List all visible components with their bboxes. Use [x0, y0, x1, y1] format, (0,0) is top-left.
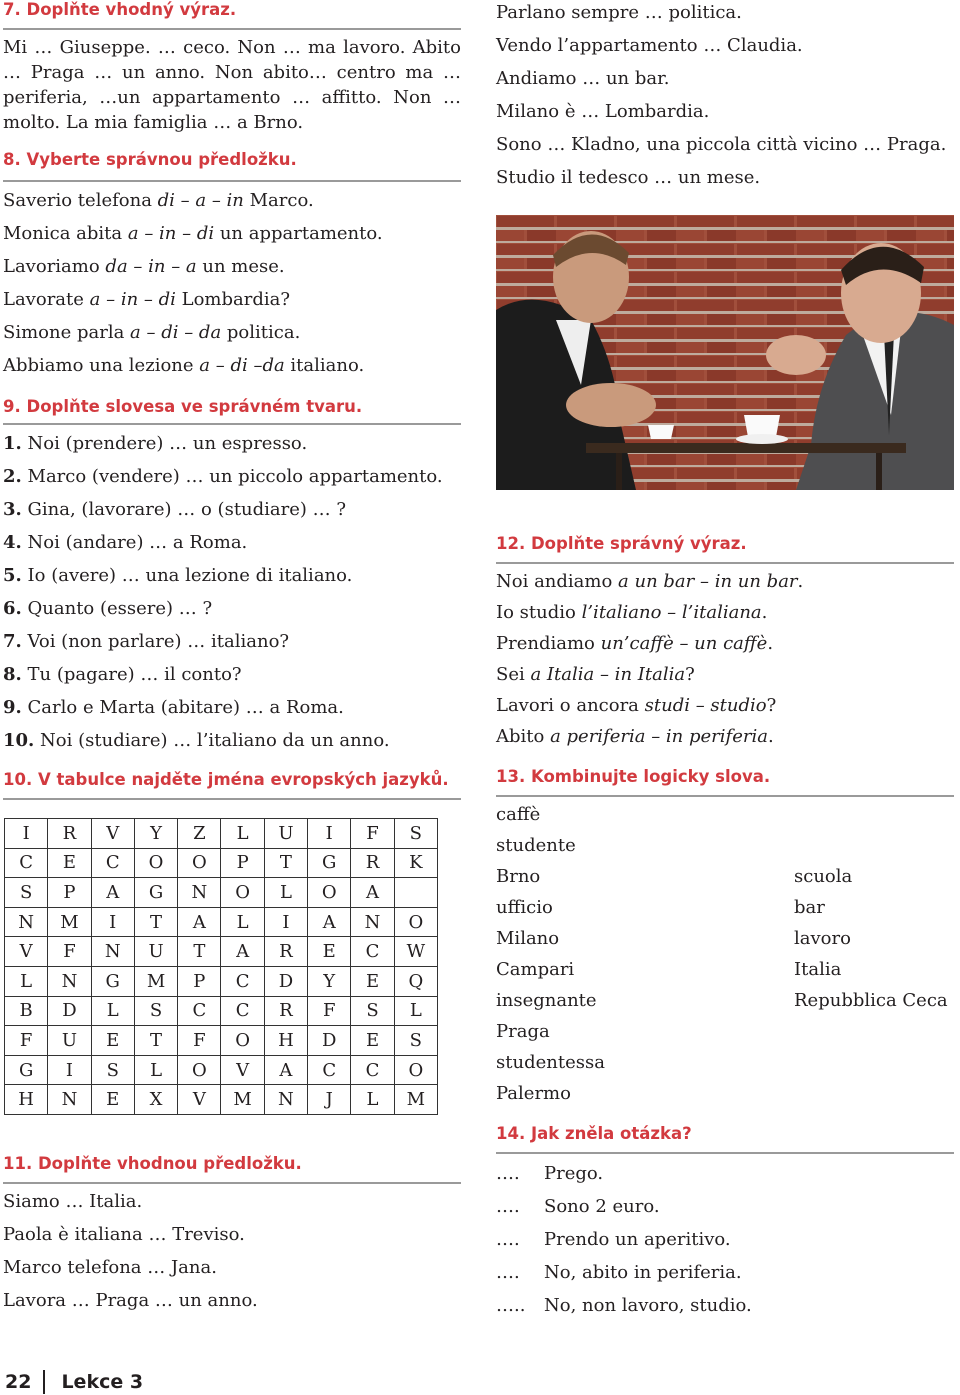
grid-cell: R [351, 848, 394, 878]
list-item: Lavori o ancora studi – studio? [496, 695, 777, 716]
grid-cell: O [178, 848, 221, 878]
list-item: Simone parla a – di – da politica. [3, 322, 301, 343]
exercise-8-heading: 8. Vyberte správnou předložku. [3, 150, 461, 182]
list-item: insegnante [496, 990, 597, 1011]
grid-cell: W [394, 937, 437, 967]
grid-cell: C [221, 996, 264, 1026]
exercise-8-list [3, 184, 461, 382]
grid-cell: C [308, 1055, 351, 1085]
list-item: bar [794, 897, 825, 918]
grid-cell: I [48, 1055, 91, 1085]
grid-cell: I [91, 907, 134, 937]
exercise-14-list [496, 1157, 956, 1322]
grid-cell: P [178, 966, 221, 996]
grid-row [5, 907, 438, 937]
grid-cell: E [91, 1085, 134, 1115]
list-item: Repubblica Ceca [794, 990, 948, 1011]
list-item: Studio il tedesco … un mese. [496, 167, 761, 188]
list-item: 8. Tu (pagare) … il conto? [3, 664, 242, 685]
grid-cell: M [48, 907, 91, 937]
grid-cell: T [264, 848, 307, 878]
grid-cell: M [221, 1085, 264, 1115]
grid-cell: L [351, 1085, 394, 1115]
list-item: Marco telefona … Jana. [3, 1257, 217, 1278]
list-item: 10. Noi (studiare) … l’italiano da un anno. [3, 730, 390, 751]
grid-cell: D [308, 1026, 351, 1056]
exercise-12-list [496, 566, 956, 752]
grid-cell: O [178, 1055, 221, 1085]
grid-cell: A [264, 1055, 307, 1085]
list-item: 4. Noi (andare) … a Roma. [3, 532, 248, 553]
grid-cell: E [351, 1026, 394, 1056]
list-item: Io studio l’italiano – l’italiana. [496, 602, 768, 623]
grid-cell: N [264, 1085, 307, 1115]
grid-cell: S [394, 1026, 437, 1056]
list-item: Sei a Italia – in Italia? [496, 664, 695, 685]
list-item: Sono … Kladno, una piccola città vicino … Praga. [496, 134, 947, 155]
list-item: Prendiamo un’caffè – un caffè. [496, 633, 774, 654]
list-item: Andiamo … un bar. [496, 68, 670, 89]
list-item: ufficio [496, 897, 553, 918]
grid-cell: F [178, 1026, 221, 1056]
grid-cell: L [221, 819, 264, 849]
grid-cell: T [178, 937, 221, 967]
list-item: Abbiamo una lezione a – di –da italiano. [3, 355, 365, 376]
grid-cell: O [394, 907, 437, 937]
grid-cell: U [264, 819, 307, 849]
grid-cell: C [351, 937, 394, 967]
list-item: …. No, abito in periferia. [496, 1262, 742, 1283]
grid-cell: D [264, 966, 307, 996]
grid-cell: R [48, 819, 91, 849]
grid-cell: G [91, 966, 134, 996]
exercise-13-heading: 13. Kombinujte logicky slova. [496, 767, 954, 797]
grid-cell: A [91, 878, 134, 908]
grid-cell: N [48, 966, 91, 996]
grid-cell: G [134, 878, 177, 908]
list-item: Saverio telefona di – a – in Marco. [3, 190, 314, 211]
grid-cell: M [394, 1085, 437, 1115]
grid-cell: F [351, 819, 394, 849]
grid-cell: T [134, 907, 177, 937]
grid-cell: I [5, 819, 48, 849]
list-item: Parlano sempre … politica. [496, 2, 742, 23]
list-item: …. Prendo un aperitivo. [496, 1229, 731, 1250]
grid-cell: U [48, 1026, 91, 1056]
grid-cell: S [5, 878, 48, 908]
grid-cell: O [394, 1055, 437, 1085]
list-item: Campari [496, 959, 575, 980]
grid-cell: O [134, 848, 177, 878]
grid-cell: E [308, 937, 351, 967]
grid-cell: F [308, 996, 351, 1026]
exercise-12-heading: 12. Doplňte správný výraz. [496, 534, 954, 564]
grid-row [5, 937, 438, 967]
grid-cell: P [221, 848, 264, 878]
grid-cell: O [221, 1026, 264, 1056]
list-item: ….. No, non lavoro, studio. [496, 1295, 752, 1316]
grid-cell: X [134, 1085, 177, 1115]
grid-cell: S [394, 819, 437, 849]
exercise-13-left-list [496, 799, 776, 1109]
grid-cell: A [351, 878, 394, 908]
grid-cell: L [91, 996, 134, 1026]
grid-cell: Q [394, 966, 437, 996]
list-item: Lavora … Praga … un anno. [3, 1290, 258, 1311]
list-item: Italia [794, 959, 842, 980]
list-item: …. Prego. [496, 1163, 604, 1184]
grid-cell: V [5, 937, 48, 967]
grid-cell: L [264, 878, 307, 908]
list-item: 9. Carlo e Marta (abitare) … a Roma. [3, 697, 344, 718]
exercise-13-right-list [794, 861, 956, 1016]
list-item: Noi andiamo a un bar – in un bar. [496, 571, 804, 592]
grid-cell: Z [178, 819, 221, 849]
list-item: Siamo … Italia. [3, 1191, 143, 1212]
grid-cell: G [5, 1055, 48, 1085]
list-item: Lavorate a – in – di Lombardia? [3, 289, 290, 310]
grid-cell: P [48, 878, 91, 908]
lesson-label: Lekce 3 [61, 1371, 144, 1393]
grid-cell: A [178, 907, 221, 937]
grid-cell: T [134, 1026, 177, 1056]
grid-cell: K [394, 848, 437, 878]
grid-cell: H [264, 1026, 307, 1056]
grid-cell: L [394, 996, 437, 1026]
grid-cell: N [48, 1085, 91, 1115]
grid-cell: R [264, 996, 307, 1026]
list-item: Milano [496, 928, 560, 949]
grid-cell: C [178, 996, 221, 1026]
grid-row [5, 996, 438, 1026]
grid-cell: L [5, 966, 48, 996]
list-item: Brno [496, 866, 541, 887]
list-item: Paola è italiana … Treviso. [3, 1224, 245, 1245]
grid-cell: S [351, 996, 394, 1026]
page-number: 22 [5, 1371, 32, 1393]
list-item: lavoro [794, 928, 851, 949]
exercise-14-heading: 14. Jak zněla otázka? [496, 1124, 954, 1154]
grid-cell: I [308, 819, 351, 849]
list-item: Lavoriamo da – in – a un mese. [3, 256, 285, 277]
grid-cell: C [5, 848, 48, 878]
grid-cell: V [221, 1055, 264, 1085]
grid-cell: U [134, 937, 177, 967]
grid-cell: F [48, 937, 91, 967]
exercise-10-heading: 10. V tabulce najděte jména evropských jazyků. [3, 770, 461, 800]
list-item: Palermo [496, 1083, 571, 1104]
grid-cell: N [178, 878, 221, 908]
grid-cell: C [351, 1055, 394, 1085]
grid-cell: G [308, 848, 351, 878]
grid-cell: B [5, 996, 48, 1026]
footer-divider [43, 1370, 45, 1394]
grid-cell: N [351, 907, 394, 937]
list-item: Milano è … Lombardia. [496, 101, 710, 122]
list-item: 6. Quanto (essere) … ? [3, 598, 213, 619]
page-footer [5, 1370, 143, 1394]
grid-cell: A [308, 907, 351, 937]
exercise-7-heading: 7. Doplňte vhodný výraz. [3, 0, 461, 30]
exercise-11-list [3, 1185, 461, 1317]
list-item: 2. Marco (vendere) … un piccolo appartamento. [3, 466, 443, 487]
grid-cell: D [48, 996, 91, 1026]
grid-cell: A [221, 937, 264, 967]
grid-row [5, 819, 438, 849]
grid-cell: N [5, 907, 48, 937]
cafe-conversation-photo [496, 215, 954, 490]
list-item: studentessa [496, 1052, 605, 1073]
grid-cell: H [5, 1085, 48, 1115]
grid-cell: L [134, 1055, 177, 1085]
grid-cell: E [351, 966, 394, 996]
exercise-9-list [3, 427, 461, 757]
grid-cell: S [134, 996, 177, 1026]
grid-cell: Y [308, 966, 351, 996]
list-item: caffè [496, 804, 541, 825]
exercise-9-heading: 9. Doplňte slovesa ve správném tvaru. [3, 397, 461, 425]
grid-cell: C [91, 848, 134, 878]
list-item: 5. Io (avere) … una lezione di italiano. [3, 565, 353, 586]
list-item: Praga [496, 1021, 550, 1042]
grid-cell: Y [134, 819, 177, 849]
grid-row [5, 966, 438, 996]
grid-cell: E [91, 1026, 134, 1056]
grid-row [5, 878, 438, 908]
grid-cell: V [178, 1085, 221, 1115]
exercise-11-continued [496, 0, 956, 194]
grid-cell: S [91, 1055, 134, 1085]
word-search-grid [4, 818, 438, 1115]
list-item: …. Sono 2 euro. [496, 1196, 660, 1217]
grid-cell: J [308, 1085, 351, 1115]
grid-cell: L [221, 907, 264, 937]
grid-row [5, 848, 438, 878]
grid-cell: F [5, 1026, 48, 1056]
list-item: 3. Gina, (lavorare) … o (studiare) … ? [3, 499, 347, 520]
exercise-11-heading: 11. Doplňte vhodnou předložku. [3, 1154, 461, 1184]
grid-cell: R [264, 937, 307, 967]
list-item: scuola [794, 866, 853, 887]
grid-cell: O [308, 878, 351, 908]
grid-row [5, 1085, 438, 1115]
list-item: studente [496, 835, 576, 856]
grid-cell: N [91, 937, 134, 967]
grid-cell: V [91, 819, 134, 849]
grid-row [5, 1055, 438, 1085]
list-item: Vendo l’appartamento … Claudia. [496, 35, 803, 56]
list-item: Abito a periferia – in periferia. [496, 726, 774, 747]
list-item: Monica abita a – in – di un appartamento. [3, 223, 383, 244]
grid-cell: I [264, 907, 307, 937]
list-item: 7. Voi (non parlare) … italiano? [3, 631, 290, 652]
grid-cell: E [48, 848, 91, 878]
grid-cell: C [221, 966, 264, 996]
grid-row [5, 1026, 438, 1056]
list-item: 1. Noi (prendere) … un espresso. [3, 433, 308, 454]
exercise-7-text: Mi … Giuseppe. … ceco. Non … ma lavoro. Abito … Praga … un anno. Non abito… centro ma … periferia, …un appartamento … affitto. Non … molto. La mia famiglia … a Brno. [3, 37, 461, 133]
grid-cell [394, 878, 437, 908]
grid-cell: M [134, 966, 177, 996]
grid-cell: O [221, 878, 264, 908]
